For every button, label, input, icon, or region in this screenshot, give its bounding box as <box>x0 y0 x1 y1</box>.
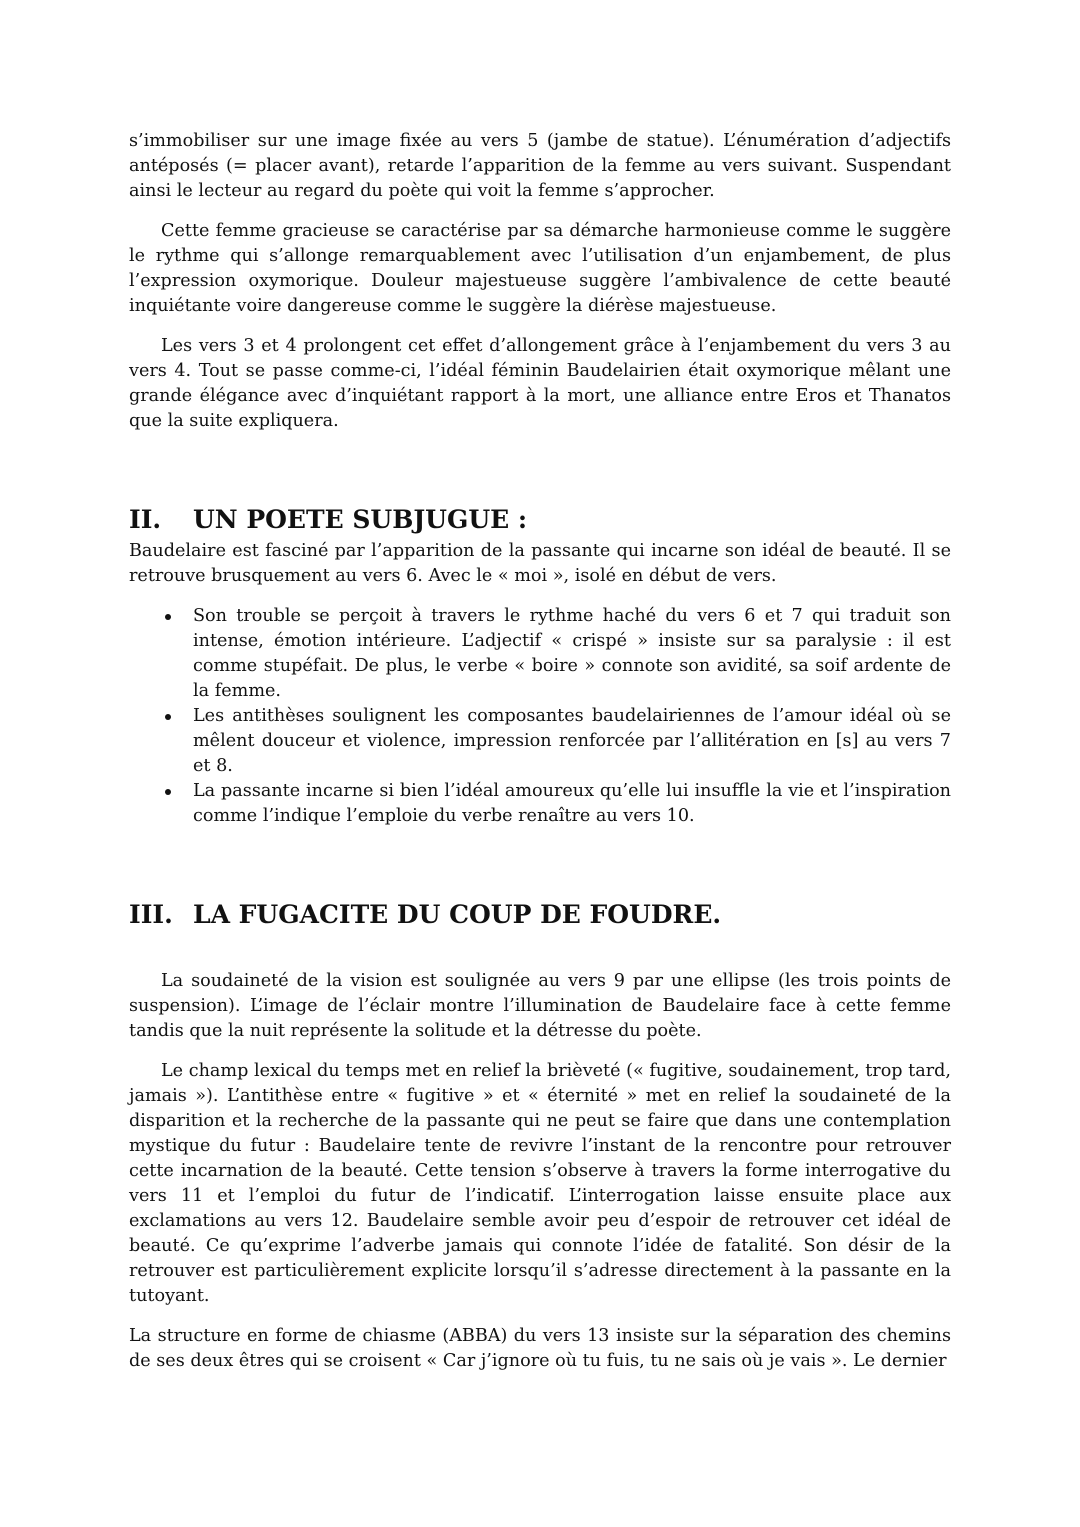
section-heading-2 <box>129 504 951 536</box>
bullet-list <box>129 604 951 829</box>
list-item: Les antithèses soulignent les composantes baudelairiennes de l’amour idéal où se mêlent douceur et violence, impression renforcée par l’allitération en [s] au vers 7 et 8. <box>129 704 951 779</box>
section-number-3: III. <box>129 900 173 929</box>
section-title-3: LA FUGACITE DU COUP DE FOUDRE. <box>193 900 722 929</box>
section-title-2: UN POETE SUBJUGUE : <box>193 505 528 534</box>
section-heading-3 <box>129 899 951 931</box>
bullet-icon <box>165 789 171 795</box>
paragraph-section2-intro: Baudelaire est fasciné par l’apparition de la passante qui incarne son idéal de beauté. Il se retrouve brusquement au vers 6. Avec le « moi », isolé en début de vers. <box>129 541 951 586</box>
bullet-icon <box>165 714 171 720</box>
section-number-2: II. <box>129 505 162 534</box>
document-page <box>129 129 951 1374</box>
paragraph-section1-3: Les vers 3 et 4 prolongent cet effet d’allongement grâce à l’enjambement du vers 3 au vers 4. Tout se passe comme-ci, l’idéal féminin Baudelairien était oxymorique mêlant une grande élégance avec d’inquiétant rapport à la mort, une alliance entre Eros et Thanatos que la suite expliquera. <box>129 336 951 431</box>
paragraph-section1-1: s’immobiliser sur une image fixée au vers 5 (jambe de statue). L’énumération d’adjectifs antéposés (= placer avant), retarde l’apparition de la femme au vers suivant. Suspendant ainsi le lecteur au regard du poète qui voit la femme s’approcher. <box>129 131 951 201</box>
paragraph-section3-1: La soudaineté de la vision est soulignée au vers 9 par une ellipse (les trois points de suspension). L’image de l’éclair montre l’illumination de Baudelaire face à cette femme tandis que la nuit représente la solitude et la détresse du poète. <box>129 971 951 1041</box>
bullet-icon <box>165 614 171 620</box>
paragraph-section3-3: La structure en forme de chiasme (ABBA) du vers 13 insiste sur la séparation des chemins de ses deux êtres qui se croisent « Car j’ignore où tu fuis, tu ne sais où je vais ». Le dernier <box>129 1326 951 1371</box>
paragraph-section1-2: Cette femme gracieuse se caractérise par sa démarche harmonieuse comme le suggère le rythme qui s’allonge remarquablement avec l’utilisation d’un enjambement, de plus l’expression oxymorique. Douleur majestueuse suggère l’ambivalence de cette beauté inquiétante voire dangereuse comme le suggère la diérèse majestueuse. <box>129 221 951 316</box>
list-item: La passante incarne si bien l’idéal amoureux qu’elle lui insuffle la vie et l’inspiration comme l’indique l’emploie du verbe renaître au vers 10. <box>129 779 951 829</box>
list-item: Son trouble se perçoit à travers le rythme haché du vers 6 et 7 qui traduit son intense, émotion intérieure. L’adjectif « crispé » insiste sur sa paralysie : il est comme stupéfait. De plus, le verbe « boire » connote son avidité, sa soif ardente de la femme. <box>129 604 951 704</box>
paragraph-section3-2: Le champ lexical du temps met en relief la brièveté (« fugitive, soudainement, trop tard, jamais »). L’antithèse entre « fugitive » et « éternité » met en relief la soudaineté de la disparition et la recherche de la passante qui ne peut se faire que dans une contemplation mystique du futur : Baudelaire tente de revivre l’instant de la rencontre pour retrouver cette incarnation de la beauté. Cette tension s’observe à travers la forme interrogative du vers 11 et l’emploi du futur de l’indicatif. L’interrogation laisse ensuite place aux exclamations au vers 12. Baudelaire semble avoir peu d’espoir de retrouver cet idéal de beauté. Ce qu’exprime l’adverbe jamais qui connote l’idée de fatalité. Son désir de la retrouver est particulièrement explicite lorsqu’il s’adresse directement à la passante en la tutoyant. <box>129 1061 951 1306</box>
